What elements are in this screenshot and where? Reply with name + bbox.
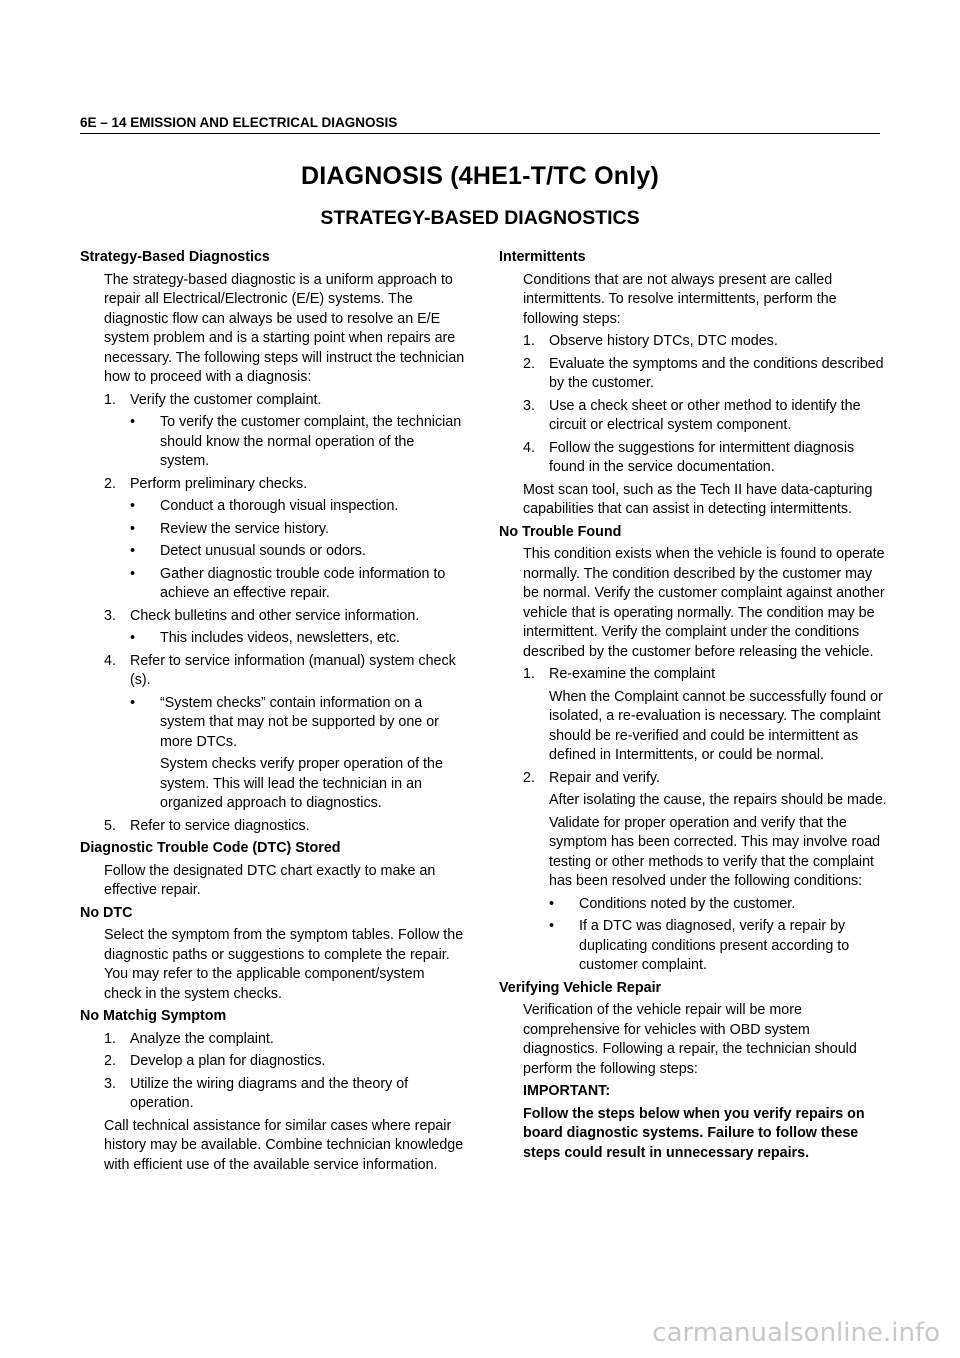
item-number: 2. [104,1053,116,1069]
sub-paragraph: When the Complaint cannot be successfully found or isolated, a re-evaluation is necessary. The complaint should be re-verified and could be intermittent as defined in Intermittents, or could be normal. [549,688,883,763]
paragraph: This condition exists when the vehicle is found to operate normally. The condition described by the customer may be normal. Verify the customer complaint against another vehicle that is operating normally. The condition may be intermittent. Verify the complaint under the conditions described by the customer before releasing the vehicle. [523,546,885,660]
bullet-text: Review the service history. [160,520,329,537]
heading-intermittents: Intermittents [499,249,586,265]
list-item [104,652,465,691]
item-text: Refer to service diagnostics. [130,817,310,834]
paragraph: Verification of the vehicle repair will be more comprehensive for vehicles with OBD system diagnostics. Following a repair, the technician should perform the following steps: [523,1002,857,1077]
page-header: 6E – 14 EMISSION AND ELECTRICAL DIAGNOSIS [80,115,880,134]
item-number: 4. [523,439,535,456]
item-text: Perform preliminary checks. [130,475,308,492]
item-number: 2. [104,475,116,492]
list-item [523,397,889,436]
bullet-text: If a DTC was diagnosed, verify a repair by duplicating conditions present according to customer complaint. [579,918,850,973]
item-text: Verify the customer complaint. [130,391,322,408]
item-text: Evaluate the symptoms and the conditions described by the customer. [549,355,884,391]
bullet-icon: • [130,630,136,646]
list-item [104,391,465,411]
paragraph: The strategy-based diagnostic is a uniform approach to repair all Electrical/Electronic (E/E) systems. The diagnostic flow can always be used to resolve an E/E system problem and is a starting point when repairs are necessary. The following steps will instruct the technician how to proceed with a diagnosis: [104,271,465,385]
bullet-item [130,565,465,604]
important-label: IMPORTANT: [523,1083,611,1099]
bullet-text: Detect unusual sounds or odors. [160,543,366,559]
bullet-icon: • [130,694,136,711]
bullet-item [549,895,889,915]
bullet-icon: • [130,498,136,514]
bullet-icon: • [130,414,136,430]
list-item [523,769,889,789]
list-item [104,1052,465,1072]
item-number: 2. [523,769,535,786]
heading-strategy: Strategy-Based Diagnostics [80,249,270,265]
list-item [104,1075,465,1114]
item-number: 1. [104,1030,116,1047]
item-number: 3. [104,607,116,624]
heading-dtc-stored: Diagnostic Trouble Code (DTC) Stored [80,840,341,856]
bullet-icon: • [549,895,555,912]
list-item [523,439,889,478]
bullet-icon: • [549,918,555,934]
item-text: Observe history DTCs, DTC modes. [549,333,778,349]
heading-no-matching-symptom: No Matchig Symptom [80,1008,227,1024]
right-column [499,248,889,1166]
paragraph: Conditions that are not always present are called intermittents. To resolve intermittents, perform the following steps: [523,271,837,327]
paragraph: Follow the designated DTC chart exactly to make an effective repair. [104,862,436,898]
item-number: 2. [523,355,535,372]
bullet-text: Gather diagnostic trouble code information to achieve an effective repair. [160,565,446,601]
item-text: Develop a plan for diagnostics. [130,1053,326,1069]
bullet-item [130,520,465,540]
item-text: Check bulletins and other service information. [130,607,420,624]
important-text: Follow the steps below when you verify repairs on board diagnostic systems. Failure to follow these steps could result in unnecessary repairs. [523,1105,865,1161]
bullet-item [130,629,465,649]
left-column [80,248,465,1178]
sub-paragraph: Validate for proper operation and verify that the symptom has been corrected. This may involve road testing or other methods to verify that the complaint has been resolved under the following conditions: [549,814,881,889]
item-text: Use a check sheet or other method to identify the circuit or electrical system component. [549,397,861,433]
heading-verifying-repair: Verifying Vehicle Repair [499,979,662,996]
sub-paragraph: System checks verify proper operation of the system. This will lead the technician in an organized approach to diagnostics. [160,756,443,811]
list-item [104,607,465,627]
page-title: DIAGNOSIS (4HE1-T/TC Only) [300,162,659,190]
heading-no-trouble-found: No Trouble Found [499,523,622,540]
item-text: Repair and verify. [549,769,660,786]
item-text: Re-examine the complaint [549,666,716,682]
list-item [523,355,889,394]
watermark: carmanualsonline.info [652,1318,940,1348]
bullet-text: “System checks” contain information on a system that may not be supported by one or more DTCs. [160,694,439,750]
list-item [104,817,465,837]
paragraph: Call technical assistance for similar cases where repair history may be available. Combine technician knowledge with efficient use of the available service information. [104,1117,464,1173]
bullet-item [130,542,465,562]
item-number: 3. [523,397,535,414]
item-text: Utilize the wiring diagrams and the theory of operation. [130,1075,409,1111]
item-text: Follow the suggestions for intermittent diagnosis found in the service documentation. [549,439,855,475]
item-number: 1. [104,391,116,408]
paragraph: Select the symptom from the symptom tables. Follow the diagnostic paths or suggestions to complete the repair. You may refer to the applicable component/system check in the system checks. [104,927,464,1002]
item-text: Refer to service information (manual) system check (s). [130,652,456,688]
bullet-icon: • [130,543,136,559]
section-title: STRATEGY-BASED DIAGNOSTICS [320,207,640,229]
bullet-icon: • [130,565,136,582]
bullet-text: Conduct a thorough visual inspection. [160,498,399,514]
bullet-item [130,694,465,753]
item-number: 4. [104,652,116,669]
list-item [523,665,889,685]
list-item [523,332,889,352]
bullet-text: This includes videos, newsletters, etc. [160,630,400,646]
bullet-text: Conditions noted by the customer. [579,895,796,912]
paragraph: Most scan tool, such as the Tech II have data-capturing capabilities that can assist in detecting intermittents. [523,481,873,517]
item-number: 1. [523,333,535,349]
sub-paragraph: After isolating the cause, the repairs should be made. [549,792,887,808]
bullet-item [549,917,889,976]
bullet-item [130,413,465,472]
bullet-text: To verify the customer complaint, the technician should know the normal operation of the system. [160,414,462,469]
item-number: 5. [104,817,116,834]
list-item [104,475,465,495]
item-number: 3. [104,1075,116,1092]
item-text: Analyze the complaint. [130,1030,274,1047]
item-number: 1. [523,666,535,682]
bullet-icon: • [130,520,136,537]
list-item [104,1030,465,1050]
heading-no-dtc: No DTC [80,904,133,921]
bullet-item [130,497,465,517]
